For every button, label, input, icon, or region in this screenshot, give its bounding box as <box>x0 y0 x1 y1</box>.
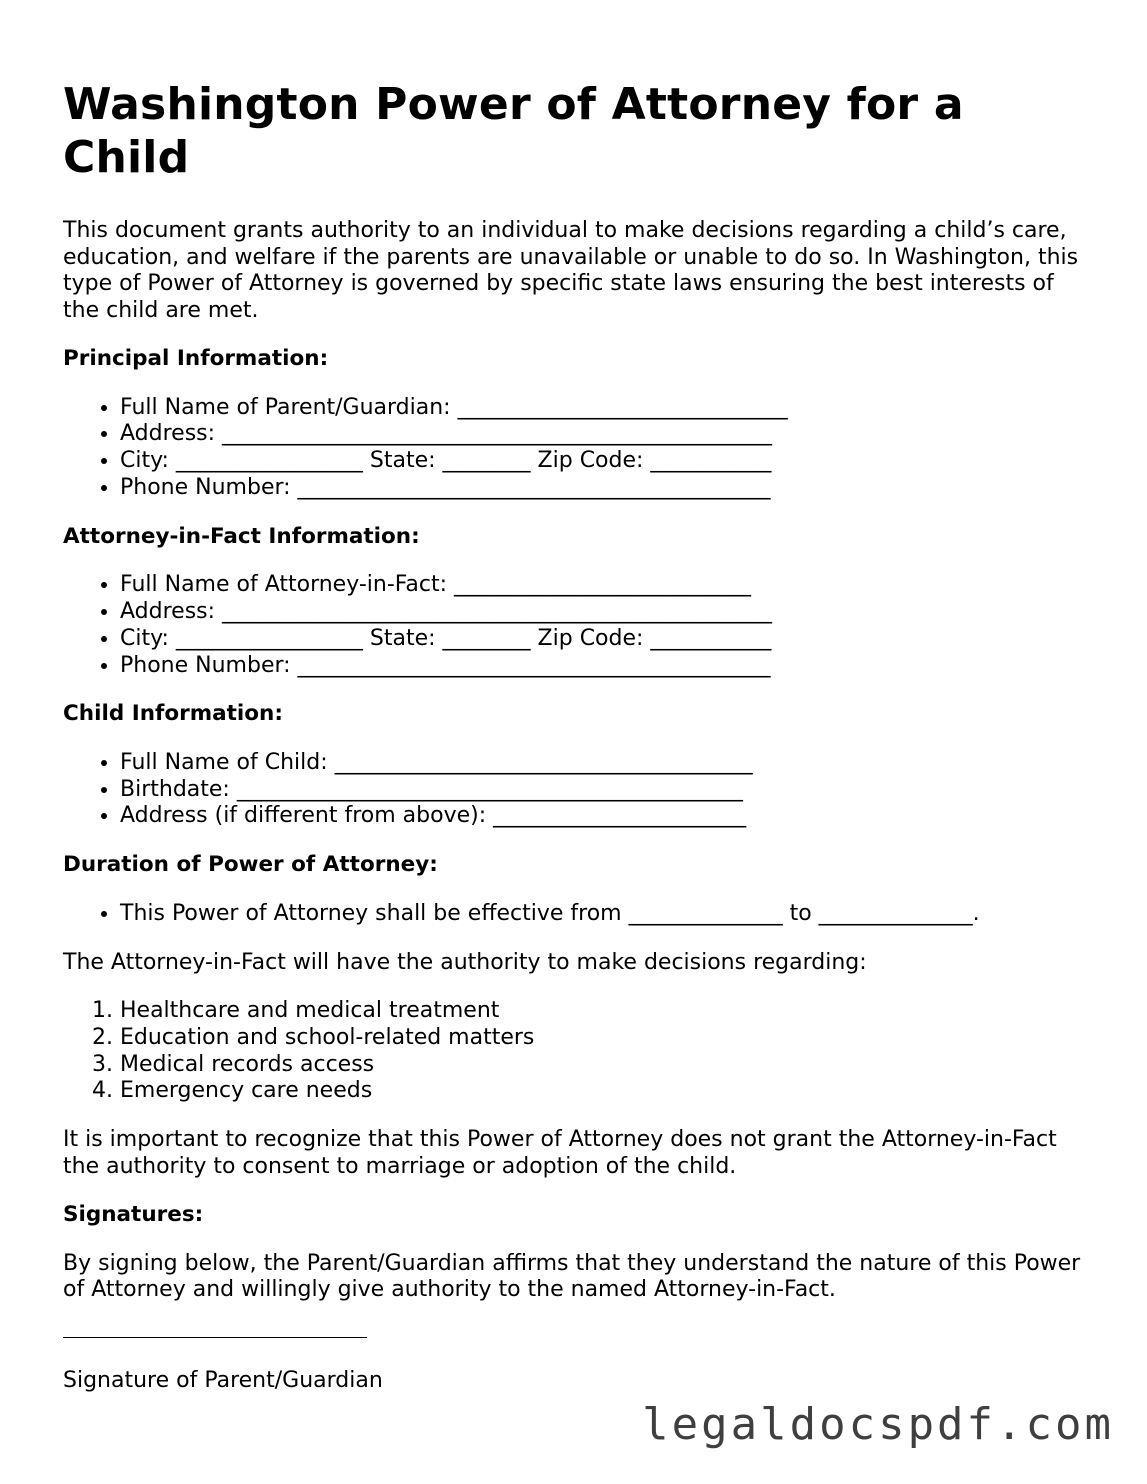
child-birthdate-field: • Birthdate: ______________________________________________ <box>120 777 1093 804</box>
parent-phone-field: • Phone Number: ___________________________________________ <box>120 475 1093 502</box>
limitation-paragraph: It is important to recognize that this Power of Attorney does not grant the Attorney-in-Fact the authority to consent to marriage or adoption of the child. <box>63 1127 1057 1179</box>
duration-effective-field: • This Power of Attorney shall be effective from ______________ to ______________. <box>120 901 1093 928</box>
attorney-name-field: • Full Name of Attorney-in-Fact: ___________________________ <box>120 572 1093 599</box>
child-fields-list <box>63 750 1093 830</box>
attorney-address-field: • Address: __________________________________________________ <box>120 599 1093 626</box>
authority-item: 2. Education and school-related matters <box>120 1025 1093 1052</box>
principal-fields-list <box>63 395 1093 502</box>
parent-name-field: • Full Name of Parent/Guardian: ______________________________ <box>120 395 1093 422</box>
watermark: legaldocspdf.com <box>642 1399 1114 1450</box>
signatures-heading: Signatures: <box>63 1202 204 1228</box>
signature-caption: Signature of Parent/Guardian <box>63 1367 383 1393</box>
attorney-fields-list <box>63 572 1093 679</box>
intro-paragraph: This document grants authority to an individual to make decisions regarding a child’s care, education, and welfare if the parents are unavailable or unable to do so. In Washington, this type of Power of Attorney is governed by specific state laws ensuring the best interests of the child are met. <box>63 218 1079 323</box>
document-title: Washington Power of Attorney for a Child <box>63 79 964 183</box>
child-name-field: • Full Name of Child: ______________________________________ <box>120 750 1093 777</box>
signatures-paragraph: By signing below, the Parent/Guardian affirms that they understand the nature of this Power of Attorney and willingly give authority to the named Attorney-in-Fact. <box>63 1250 1081 1303</box>
attorney-heading: Attorney-in-Fact Information: <box>63 523 420 549</box>
principal-heading: Principal Information: <box>63 346 329 371</box>
duration-list <box>63 901 1093 928</box>
attorney-phone-field: • Phone Number: ___________________________________________ <box>120 653 1093 680</box>
authority-item: 3. Medical records access <box>120 1052 1093 1079</box>
child-heading: Child Information: <box>63 701 283 727</box>
parent-address-field: • Address: __________________________________________________ <box>120 421 1093 448</box>
duration-heading: Duration of Power of Attorney: <box>63 852 438 878</box>
authority-intro: The Attorney-in-Fact will have the authority to make decisions regarding: <box>63 949 867 975</box>
signature-line <box>63 1337 367 1338</box>
authority-list <box>63 998 1093 1105</box>
document-page <box>63 78 1093 1394</box>
authority-item: 4. Emergency care needs <box>120 1078 1093 1105</box>
parent-city-state-zip-field: • City: _________________ State: ________ Zip Code: ___________ <box>120 448 1093 475</box>
attorney-city-state-zip-field: • City: _________________ State: ________ Zip Code: ___________ <box>120 626 1093 653</box>
child-address-field: • Address (if different from above): _______________________ <box>120 803 1093 830</box>
authority-item: 1. Healthcare and medical treatment <box>120 998 1093 1025</box>
